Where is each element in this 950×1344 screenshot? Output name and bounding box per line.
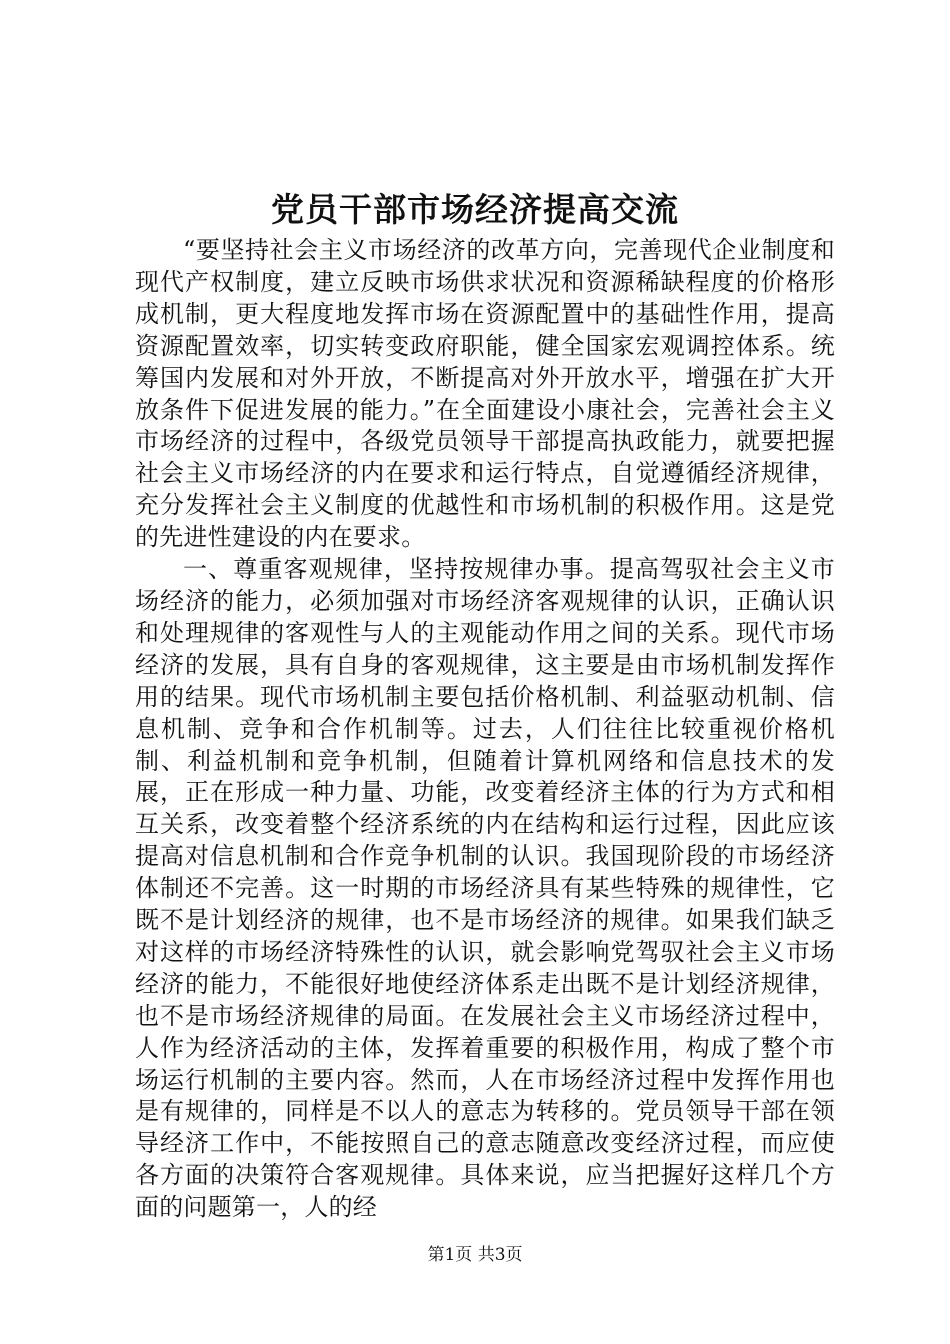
paragraph: 一、尊重客观规律，坚持按规律办事。提高驾驭社会主义市场经济的能力，必须加强对市场经济客观规律的认识，正确认识和处理规律的客观性与人的主观能动作用之间的关系。现代市场经济的发展，具有自身的客观规律，这主要是由市场机制发挥作用的结果。现代市场机制主要包括价格机制、利益驱动机制、信息机制、竞争和合作机制等。过去，人们往往比较重视价格机制、利益机制和竞争机制，但随着计算机网络和信息技术的发展，正在形成一种力量、功能，改变着经济主体的行为方式和相互关系，改变着整个经济系统的内在结构和运行过程，因此应该提高对信息机制和合作竞争机制的认识。我国现阶段的市场经济体制还不完善。这一时期的市场经济具有某些特殊的规律性，它既不是计划经济的规律，也不是市场经济的规律。如果我们缺乏对这样的市场经济特殊性的认识，就会影响党驾驭社会主义市场经济的能力，不能很好地使经济体系走出既不是计划经济规律，也不是市场经济规律的局面。在发展社会主义市场经济过程中，人作为经济活动的主体，发挥着重要的积极作用，构成了整个市场运行机制的主要内容。然而，人在市场经济过程中发挥作用也是有规律的，同样是不以人的意志为转移的。党员领导干部在领导经济工作中，不能按照自己的意志随意改变经济过程，而应使各方面的决策符合客观规律。具体来说，应当把握好这样几个方面的问题第一，人的经: [135, 555, 835, 1222]
page-footer: 第1页 共3页: [427, 1245, 523, 1265]
document-body: [135, 235, 835, 1224]
paragraph: “要坚持社会主义市场经济的改革方向，完善现代企业制度和现代产权制度，建立反映市场供求状况和资源稀缺程度的价格形成机制，更大程度地发挥市场在资源配置中的基础性作用，提高资源配置效率，切实转变政府职能，健全国家宏观调控体系。统筹国内发展和对外开放，不断提高对外开放水平，增强在扩大开放条件下促进发展的能力。”在全面建设小康社会，完善社会主义市场经济的过程中，各级党员领导干部提高执政能力，就要把握社会主义市场经济的内在要求和运行特点，自觉遵循经济规律，充分发挥社会主义制度的优越性和市场机制的积极作用。这是党的先进性建设的内在要求。: [135, 236, 835, 552]
document-title: 党员干部市场经济提高交流: [271, 190, 679, 229]
